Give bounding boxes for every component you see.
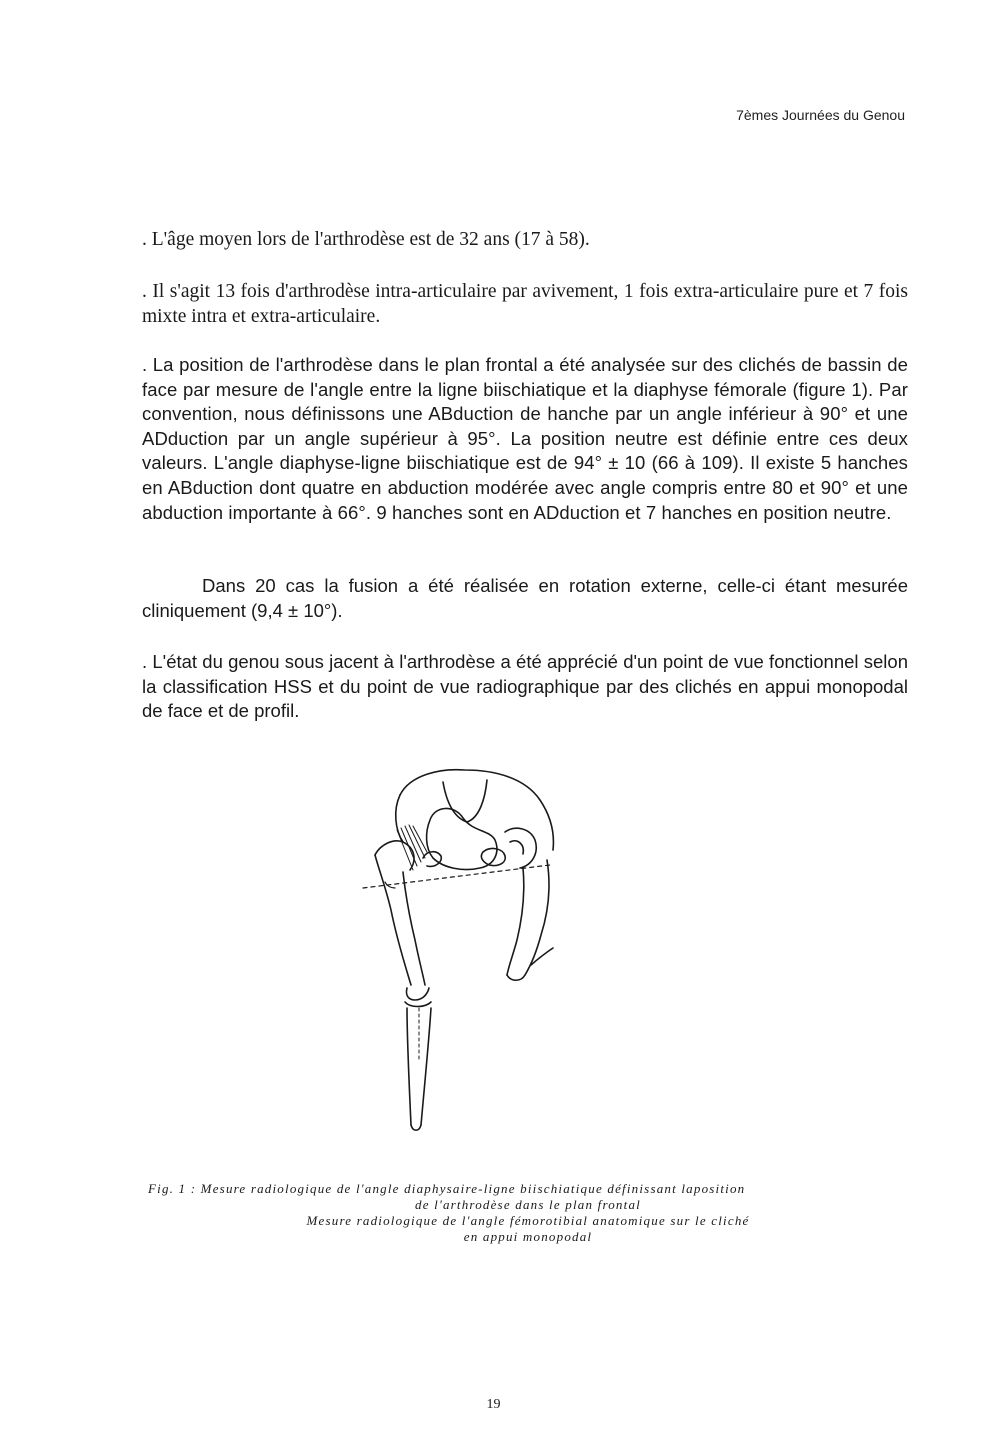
paragraph-knee-state: . L'état du genou sous jacent à l'arthrodèse a été apprécié d'un point de vue fonctionnel selon la classification HSS et du point de vue radiographique par des clichés en appui monopodal de face et de profil. [142, 651, 908, 722]
figure-caption [148, 1181, 908, 1245]
page-number: 19 [486, 1397, 501, 1412]
caption-line-1: Fig. 1 : Mesure radiologique de l'angle diaphysaire-ligne biischiatique définissant laposition [148, 1181, 746, 1196]
caption-line-3: Mesure radiologique de l'angle fémorotibial anatomique sur le cliché [306, 1213, 750, 1228]
paragraph-type: . Il s'agit 13 fois d'arthrodèse intra-articulaire par avivement, 1 fois extra-articulaire pure et 7 fois mixte intra et extra-articulaire. [142, 281, 908, 327]
paragraph-age: . L'âge moyen lors de l'arthrodèse est de 32 ans (17 à 58). [142, 229, 590, 250]
caption-line-2: de l'arthrodèse dans le plan frontal [415, 1197, 641, 1212]
running-header: 7èmes Journées du Genou [736, 107, 905, 123]
paragraph-frontal-position: . La position de l'arthrodèse dans le plan frontal a été analysée sur des clichés de bassin de face par mesure de l'angle entre la ligne biischiatique et la diaphyse fémorale (figure 1). Par convention, nous définissons une ABduction de hanche par un angle inférieur à 90° et une ADduction par un angle supérieur à 95°. La position neutre est définie entre ces deux valeurs. L'angle diaphyse-ligne biischiatique est de 94° ± 10 (66 à 109). Il existe 5 hanches en ABduction dont quatre en abduction modérée avec angle compris entre 80 et 90° et une abduction importante à 66°. 9 hanches sont en ADduction et 7 hanches en position neutre. [142, 354, 908, 523]
caption-line-4: en appui monopodal [463, 1229, 593, 1244]
pelvis-leg-diagram [355, 760, 575, 1145]
paragraph-rotation: Dans 20 cas la fusion a été réalisée en rotation externe, celle-ci étant mesurée cliniquement (9,4 ± 10°). [142, 575, 908, 621]
